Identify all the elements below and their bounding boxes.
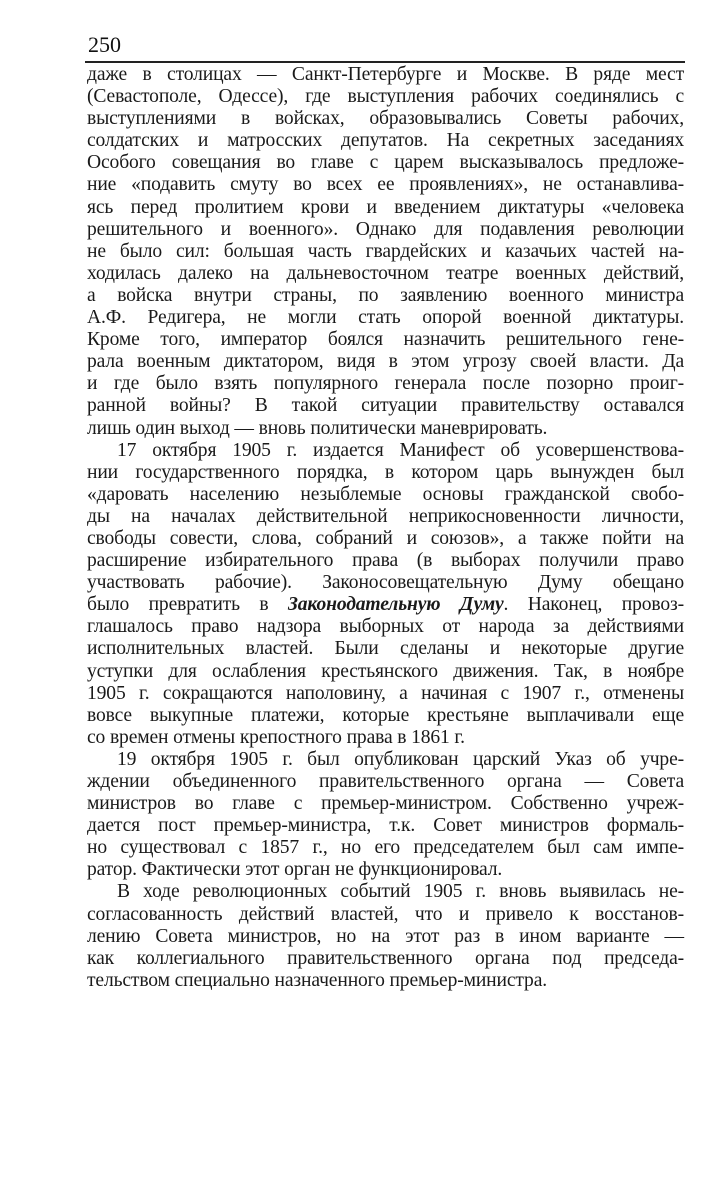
text-line: А.Ф. Редигера, не могли стать опорой военной диктатуры. — [87, 307, 684, 329]
text-segment: было превратить в — [87, 594, 288, 616]
paragraph-2 — [87, 440, 684, 749]
text-line: ранной войны? В такой ситуации правительству оставался — [87, 395, 684, 417]
page-header — [87, 30, 684, 60]
text-line: глашалось право надзора выборных от народа за действиями — [87, 616, 684, 638]
text-line: согласованность действий властей, что и привело к восстанов- — [87, 903, 684, 925]
paragraph-3 — [87, 749, 684, 882]
text-line: ясь перед пролитием крови и введением диктатуры «человека — [87, 196, 684, 218]
text-line: В ходе революционных событий 1905 г. вновь выявилась не- — [117, 881, 684, 903]
paragraph-1 — [87, 64, 684, 440]
text-line: ходилась далеко на дальневосточном театре военных действий, — [87, 262, 684, 284]
text-line: как коллегиального правительственного органа под председа- — [87, 947, 684, 969]
text-line: со времен отмены крепостного права в 1861 г. — [87, 726, 465, 748]
text-segment: . Наконец, провоз- — [503, 594, 684, 616]
book-page — [87, 30, 684, 991]
text-line: Кроме того, император боялся назначить решительного гене- — [87, 329, 684, 351]
text-line: решительного и военного». Однако для подавления революции — [87, 218, 684, 240]
text-line: нии государственного порядка, в котором царь вынужден был — [87, 461, 684, 483]
paragraph-4 — [87, 881, 684, 991]
header-rule — [85, 61, 685, 63]
text-line: рала военным диктатором, видя в этом угрозу своей власти. Да — [87, 351, 684, 373]
text-line: а войска внутри страны, по заявлению военного министра — [87, 284, 684, 306]
text-line-with-emphasis — [87, 594, 684, 616]
text-line: и где было взять популярного генерала после позорно проиг- — [87, 373, 684, 395]
text-line: тельством специально назначенного премьер-министра. — [87, 969, 547, 991]
text-line: 19 октября 1905 г. был опубликован царский Указ об учре- — [117, 748, 684, 770]
text-line: участвовать рабочие). Законосовещательную Думу обещано — [87, 572, 684, 594]
text-line: но существовал с 1857 г., но его председателем был сам импе- — [87, 837, 684, 859]
text-line: выступлениями в войсках, образовывались Советы рабочих, — [87, 108, 684, 130]
text-line: свободы совести, слова, собраний и союзов», а также пойти на — [87, 527, 684, 549]
text-line: ждении объединенного правительственного органа — Совета — [87, 771, 684, 792]
text-line: уступки для ослабления крестьянского движения. Так, в ноябре — [87, 660, 684, 682]
text-line: лишь один выход — вновь политически маневрировать. — [87, 417, 548, 439]
text-line: Особого совещания во главе с царем высказывалось предложе- — [87, 152, 684, 174]
text-line: 1905 г. сокращаются наполовину, а начиная с 1907 г., отменены — [87, 682, 684, 704]
text-line: расширение избирательного права (в выборах получили право — [87, 550, 684, 572]
text-line: лению Совета министров, но на этот раз в ином варианте — — [87, 925, 684, 947]
text-line: 17 октября 1905 г. издается Манифест об усовершенствова- — [117, 439, 684, 461]
text-line: ратор. Фактически этот орган не функционировал. — [87, 859, 503, 881]
text-line: не было сил: большая часть гвардейских и казачьих частей на- — [87, 240, 684, 262]
text-line: даже в столицах — Санкт-Петербурге и Москве. В ряде мест — [87, 64, 684, 85]
text-line: дается пост премьер-министра, т.к. Совет министров формаль- — [87, 815, 684, 837]
text-line: ды на началах действительной неприкосновенности личности, — [87, 505, 684, 527]
text-line: исполнительных властей. Были сделаны и некоторые другие — [87, 638, 684, 660]
text-line: вовсе выкупные платежи, которые крестьяне выплачивали еще — [87, 704, 684, 726]
text-line: ние «подавить смуту во всех ее проявлениях», не останавлива- — [87, 174, 684, 196]
page-number: 250 — [88, 32, 121, 57]
body-text — [87, 64, 684, 992]
text-line: (Севастополе, Одессе), где выступления рабочих соединялись с — [87, 86, 684, 108]
emphasized-term: Законодательную Думу — [287, 594, 504, 616]
text-line: «даровать населению незыблемые основы гражданской свобо- — [87, 483, 684, 505]
text-line: министров во главе с премьер-министром. Собственно учреж- — [87, 793, 684, 815]
text-line: солдатских и матросских депутатов. На секретных заседаниях — [87, 130, 684, 152]
